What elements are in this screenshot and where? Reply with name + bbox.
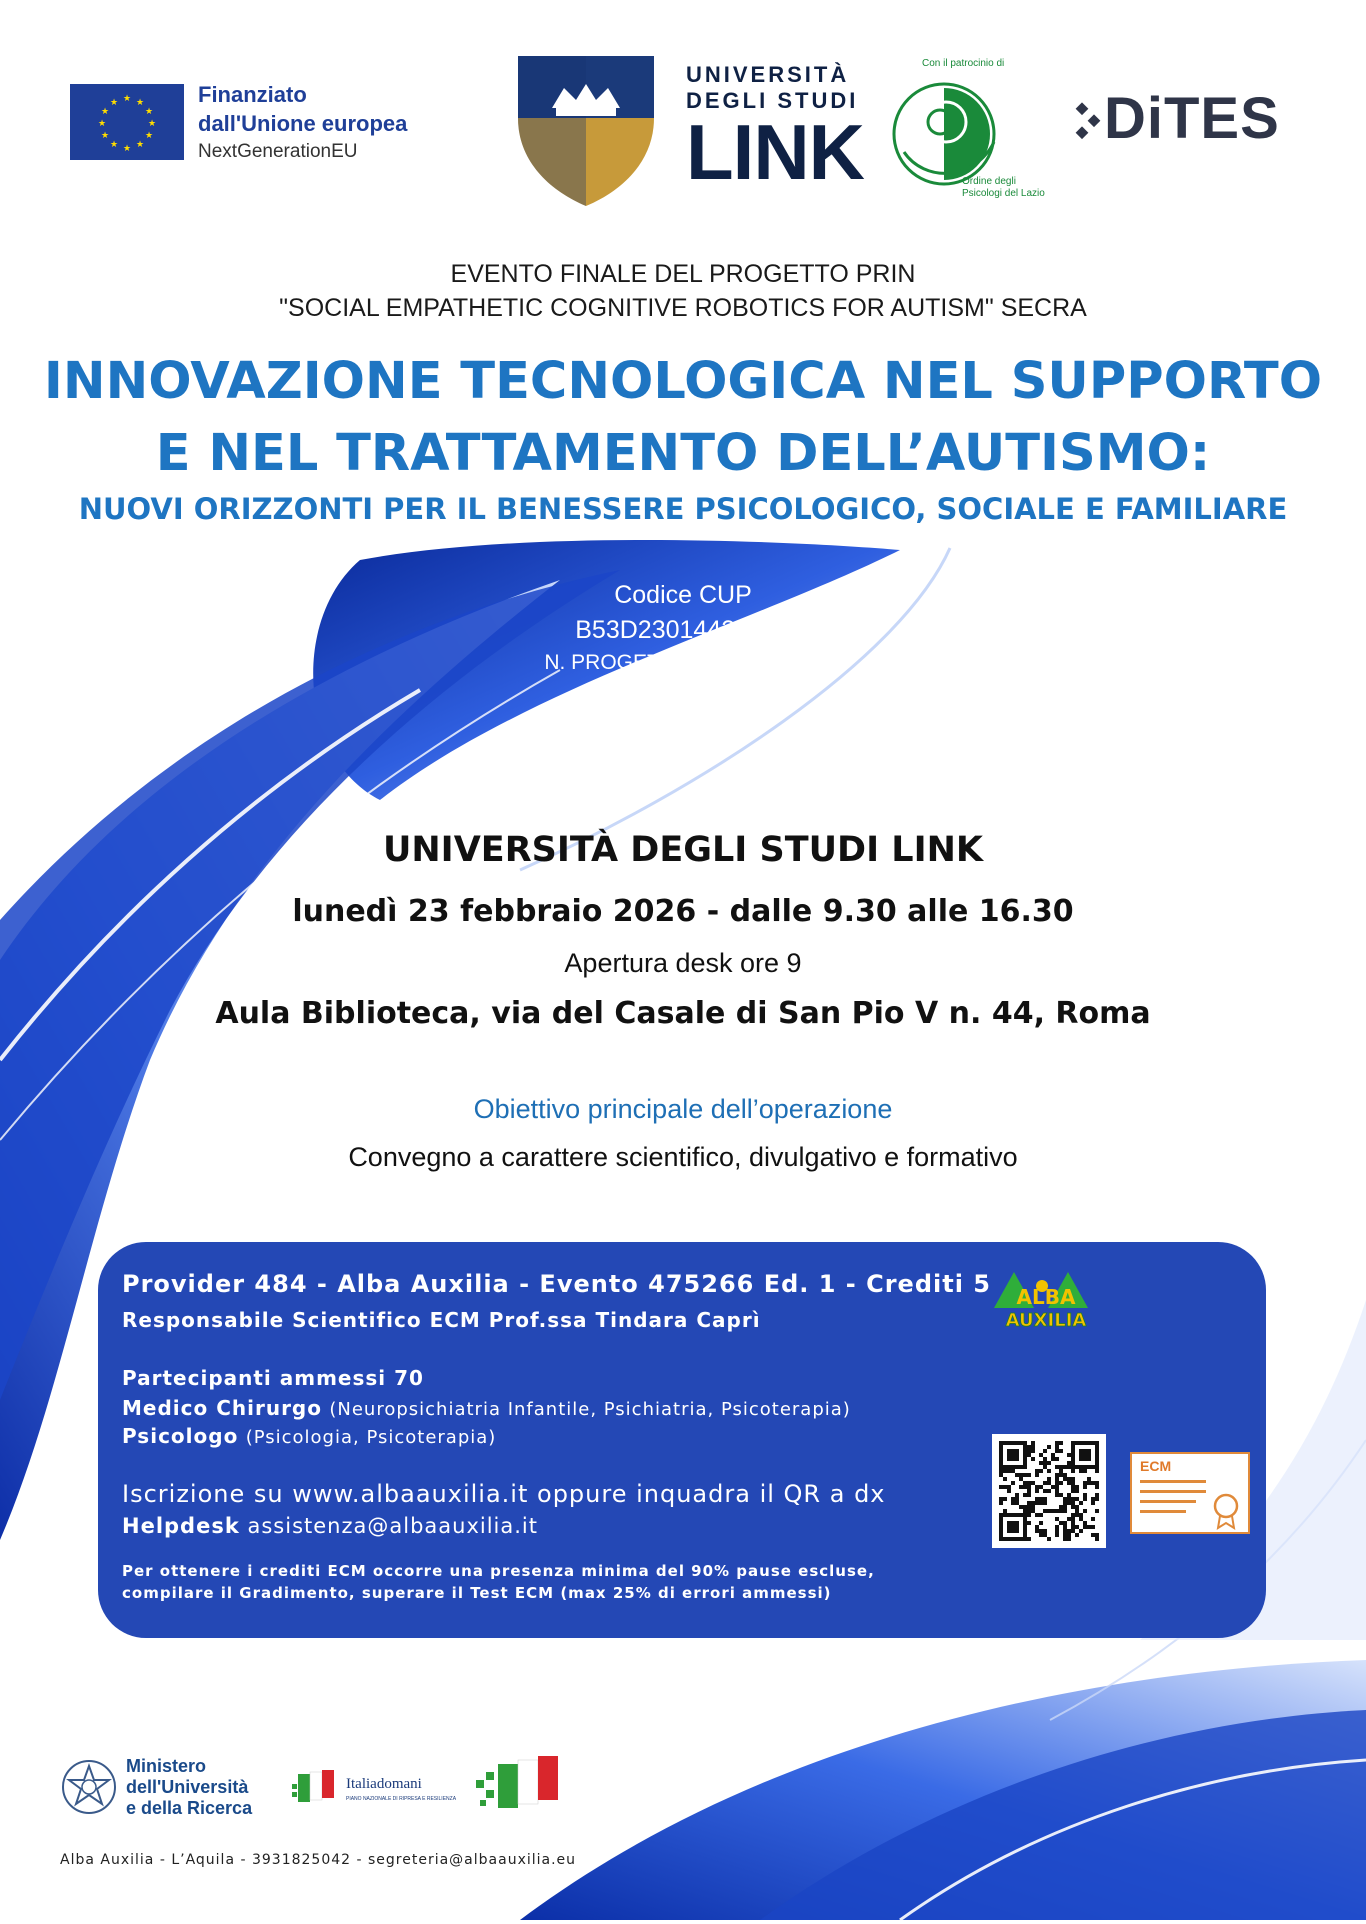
italiadomani-flag-icon <box>292 1766 342 1806</box>
event-line-1: EVENTO FINALE DEL PROGETTO PRIN <box>450 260 916 288</box>
svg-text:★: ★ <box>122 94 132 104</box>
opl-name-line2: Psicologi del Lazio <box>962 188 1045 199</box>
ecm-registration: Iscrizione su www.albaauxilia.it oppure inquadra il QR a dx <box>122 1480 886 1508</box>
blue-wave-background <box>0 540 1366 1920</box>
event-date: lunedì 23 febbraio 2026 - dalle 9.30 alle 16.30 <box>292 894 1074 929</box>
ecm-medico <box>122 1396 851 1420</box>
ecm-note-line-2: compilare il Gradimento, superare il Test ECM (max 25% di errori ammessi) <box>122 1584 832 1602</box>
ecm-medico-label: Medico Chirurgo <box>122 1396 322 1420</box>
registration-qr-code-icon[interactable] <box>992 1434 1106 1548</box>
subtitle: NUOVI ORIZZONTI PER IL BENESSERE PSICOLOGICO, SOCIALE E FAMILIARE <box>78 492 1288 526</box>
link-university-wordmark <box>686 62 864 196</box>
pnrr-flag-icon <box>474 1750 562 1818</box>
venue-name: UNIVERSITÀ DEGLI STUDI LINK <box>382 830 984 870</box>
patronage-caption: Con il patrocinio di <box>922 58 1005 69</box>
svg-text:★: ★ <box>100 107 110 117</box>
link-university-shield-icon <box>512 48 660 210</box>
ecm-medico-detail: (Neuropsichiatria Infantile, Psichiatria, Psicoterapia) <box>329 1399 851 1420</box>
ecm-partecipanti: Partecipanti ammessi 70 <box>122 1366 424 1390</box>
svg-text:★: ★ <box>109 140 119 150</box>
ecm-provider: Provider 484 - Alba Auxilia - Evento 475266 Ed. 1 - Crediti 5 <box>122 1270 991 1298</box>
main-title-line-1: INNOVAZIONE TECNOLOGICA NEL SUPPORTO <box>43 352 1323 411</box>
cup-block <box>0 578 1366 678</box>
alba-logo-word2: AUXILIA <box>1005 1310 1087 1331</box>
italian-republic-emblem-icon <box>60 1756 118 1818</box>
dites-wordmark: DiTES <box>1104 86 1280 151</box>
svg-text:★: ★ <box>147 119 157 129</box>
objective-label: Obiettivo principale dell’operazione <box>473 1094 893 1124</box>
svg-text:★: ★ <box>135 140 145 150</box>
italiadomani-subtitle: PIANO NAZIONALE DI RIPRESA E RESILIENZA <box>346 1796 457 1802</box>
svg-text:★: ★ <box>144 131 154 141</box>
svg-text:★: ★ <box>144 107 154 117</box>
italiadomani-wordmark: Italiadomani <box>346 1776 422 1792</box>
svg-text:★: ★ <box>97 119 107 129</box>
ministry-line3: e della Ricerca <box>126 1798 253 1818</box>
eu-line3: NextGenerationEU <box>198 141 358 162</box>
ecm-psicologo-label: Psicologo <box>122 1424 239 1448</box>
main-title-line-2: E NEL TRATTAMENTO DELL’AUTISMO: <box>155 424 1211 483</box>
ecm-psicologo <box>122 1424 496 1448</box>
eu-line2: dall'Unione europea <box>198 111 408 136</box>
ministry-name <box>126 1756 252 1819</box>
project-number: N. PROGETTO 20229R3JMA <box>544 651 822 674</box>
ecm-helpdesk-email: assistenza@albaauxilia.it <box>247 1514 538 1538</box>
ministry-line2: dell'Università <box>126 1777 249 1797</box>
venue-address: Aula Biblioteca, via del Casale di San Pio V n. 44, Roma <box>215 996 1151 1031</box>
ministry-line1: Ministero <box>126 1756 207 1776</box>
link-line1: UNIVERSITÀ <box>686 62 850 87</box>
ecm-helpdesk-label: Helpdesk <box>122 1514 240 1538</box>
eu-flag-icon <box>70 84 184 160</box>
eu-line1: Finanziato <box>198 82 307 107</box>
link-line3: LINK <box>686 108 864 196</box>
ecm-psicologo-detail: (Psicologia, Psicoterapia) <box>245 1427 497 1448</box>
objective-text: Convegno a carattere scientifico, divulgativo e formativo <box>348 1142 1018 1172</box>
cup-code: B53D23014420008 <box>575 616 791 644</box>
alba-auxilia-logo-icon <box>984 1268 1108 1332</box>
ecm-certificate-label: ECM <box>1140 1458 1172 1474</box>
ecm-responsabile: Responsabile Scientifico ECM Prof.ssa Tindara Caprì <box>122 1308 761 1332</box>
desk-opening: Apertura desk ore 9 <box>564 948 802 978</box>
cup-label: Codice CUP <box>614 581 752 609</box>
link-line2: DEGLI STUDI <box>686 88 859 113</box>
alba-logo-word1: ALBA <box>1016 1285 1076 1309</box>
svg-text:★: ★ <box>100 131 110 141</box>
footer-contact: Alba Auxilia - L’Aquila - 3931825042 - segreteria@albaauxilia.eu <box>60 1852 577 1868</box>
svg-text:★: ★ <box>135 98 145 108</box>
svg-text:★: ★ <box>122 144 132 154</box>
eu-funding-label <box>198 80 407 166</box>
ecm-note-line-1: Per ottenere i crediti ECM occorre una presenza minima del 90% pause escluse, <box>122 1562 875 1580</box>
opl-name <box>962 176 1045 200</box>
ecm-helpdesk <box>122 1514 538 1538</box>
svg-text:★: ★ <box>109 98 119 108</box>
opl-name-line1: Ordine degli <box>962 176 1016 187</box>
event-line-2: "SOCIAL EMPATHETIC COGNITIVE ROBOTICS FOR AUTISM" SECRA <box>279 294 1087 322</box>
ecm-certificate-icon <box>1130 1452 1250 1534</box>
